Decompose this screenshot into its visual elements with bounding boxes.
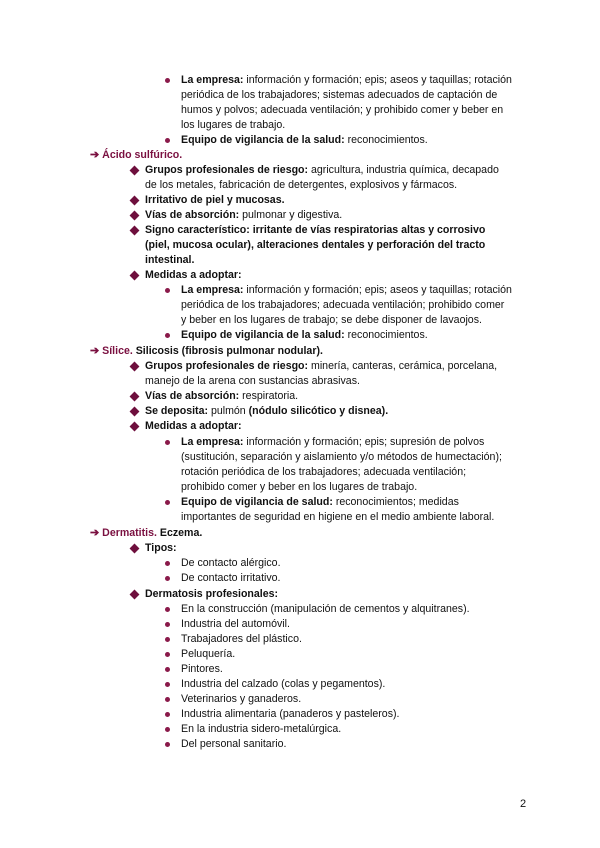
dot-bullet-icon: [165, 288, 170, 293]
list-item: Veterinarios y ganaderos.: [181, 693, 302, 705]
dot-bullet-icon: [165, 78, 170, 83]
text-line: los lugares de trabajo.: [181, 119, 286, 131]
dot-bullet-icon: [165, 607, 170, 612]
list-item: De contacto alérgico.: [181, 557, 281, 569]
diamond-bullet-icon: [130, 544, 140, 554]
diamond-bullet-icon: [130, 392, 140, 402]
diamond-bullet-icon: [130, 211, 140, 221]
diamond-bullet-icon: [130, 271, 140, 281]
text-line: [145, 163, 499, 177]
section-heading: [90, 344, 323, 358]
diamond-bullet-icon: [130, 362, 140, 372]
text: reconocimientos; medidas: [332, 496, 459, 508]
label: La empresa:: [181, 74, 244, 86]
diamond-bullet-icon: [130, 196, 140, 206]
text-line: (piel, mucosa ocular), alteraciones dentales y perforación del tracto: [145, 239, 486, 251]
section-heading: [90, 148, 182, 162]
text-line: periódica de los trabajadores; sistemas adecuados de captación de: [181, 89, 498, 101]
list-item: De contacto irritativo.: [181, 572, 281, 584]
text-line: Tipos:: [145, 542, 177, 554]
list-item: Peluquería.: [181, 648, 236, 660]
text: minería, canteras, cerámica, porcelana,: [308, 360, 498, 372]
label: Equipo de vigilancia de la salud:: [181, 134, 345, 146]
diamond-bullet-icon: [130, 590, 140, 600]
dot-bullet-icon: [165, 622, 170, 627]
list-item: Industria del calzado (colas y pegamentos).: [181, 678, 386, 690]
dot-bullet-icon: [165, 667, 170, 672]
section-title: Sílice.: [102, 345, 133, 357]
text-line: [181, 73, 512, 87]
text-line: [145, 208, 342, 222]
text-line: [181, 435, 484, 449]
text-line: [145, 359, 497, 373]
text-line: Medidas a adoptar:: [145, 420, 242, 432]
dot-bullet-icon: [165, 561, 170, 566]
text: reconocimientos.: [344, 134, 428, 146]
text-bold: (nódulo silicótico y disnea).: [248, 405, 389, 417]
text-line: manejo de la arena con sustancias abrasivas.: [145, 375, 360, 387]
section-heading: [90, 526, 202, 540]
text-line: de los metales, fabricación de detergentes, explosivos y fármacos.: [145, 179, 458, 191]
text: irritante de vías respiratorias altas y corrosivo: [249, 224, 486, 236]
section-subtitle: Silicosis (fibrosis pulmonar nodular).: [132, 345, 323, 357]
label: Signo característico:: [145, 224, 250, 236]
label: Vías de absorción:: [145, 390, 240, 402]
text-line: [181, 133, 428, 147]
text-line: [145, 389, 298, 403]
arrow-right-icon: ➔: [90, 149, 100, 161]
text-line: [181, 328, 428, 342]
dot-bullet-icon: [165, 440, 170, 445]
arrow-right-icon: ➔: [90, 345, 100, 357]
dot-bullet-icon: [165, 637, 170, 642]
arrow-right-icon: ➔: [90, 527, 100, 539]
text-line: [181, 283, 512, 297]
label: Equipo de vigilancia de la salud:: [181, 329, 345, 341]
text: pulmonar y digestiva.: [239, 209, 343, 221]
section-title: Ácido sulfúrico.: [102, 149, 183, 161]
text: pulmón: [208, 405, 249, 417]
label: La empresa:: [181, 436, 244, 448]
text-line: [181, 495, 459, 509]
list-item: Del personal sanitario.: [181, 738, 287, 750]
text: respiratoria.: [239, 390, 299, 402]
text-line: Dermatosis profesionales:: [145, 588, 279, 600]
diamond-bullet-icon: [130, 226, 140, 236]
list-item: En la construcción (manipulación de cementos y alquitranes).: [181, 603, 470, 615]
dot-bullet-icon: [165, 576, 170, 581]
text-line: prohibido comer y beber en los lugares de trabajo.: [181, 481, 418, 493]
text: agricultura, industria química, decapado: [308, 164, 499, 176]
dot-bullet-icon: [165, 712, 170, 717]
section-title: Dermatitis.: [102, 527, 157, 539]
text-line: Irritativo de piel y mucosas.: [145, 194, 285, 206]
label: Grupos profesionales de riesgo:: [145, 360, 309, 372]
list-item: Pintores.: [181, 663, 223, 675]
list-item: Industria alimentaria (panaderos y pasteleros).: [181, 708, 400, 720]
text-line: periódica de los trabajadores; adecuada ventilación; prohibido comer: [181, 299, 505, 311]
text-line: (sustitución, separación y aislamiento y/o métodos de humectación);: [181, 451, 502, 463]
list-item: En la industria sidero-metalúrgica.: [181, 723, 342, 735]
label: Se deposita:: [145, 405, 208, 417]
dot-bullet-icon: [165, 727, 170, 732]
label: Grupos profesionales de riesgo:: [145, 164, 309, 176]
text-line: Medidas a adoptar:: [145, 269, 242, 281]
text: reconocimientos.: [344, 329, 428, 341]
dot-bullet-icon: [165, 500, 170, 505]
diamond-bullet-icon: [130, 407, 140, 417]
text: información y formación; epis; aseos y taquillas; rotación: [243, 74, 512, 86]
page-number: 2: [520, 798, 527, 810]
dot-bullet-icon: [165, 138, 170, 143]
diamond-bullet-icon: [130, 166, 140, 176]
text: información y formación; epis; supresión de polvos: [243, 436, 485, 448]
text-line: rotación periódica de los trabajadores; adecuada ventilación;: [181, 466, 467, 478]
label: Equipo de vigilancia de salud:: [181, 496, 333, 508]
dot-bullet-icon: [165, 682, 170, 687]
text: información y formación; epis; aseos y taquillas; rotación: [243, 284, 512, 296]
label: Vías de absorción:: [145, 209, 240, 221]
text-line: intestinal.: [145, 254, 195, 266]
text-line: [145, 404, 388, 418]
text-line: importantes de seguridad en higiene en el medio ambiente laboral.: [181, 511, 495, 523]
text-line: humos y polvos; adecuada ventilación; y prohibido comer y beber en: [181, 104, 504, 116]
dot-bullet-icon: [165, 742, 170, 747]
text-line: y beber en los lugares de trabajo; se debe disponer de lavaojos.: [181, 314, 482, 326]
text-line: [145, 223, 485, 237]
list-item: Industria del automóvil.: [181, 618, 290, 630]
list-item: Trabajadores del plástico.: [181, 633, 302, 645]
diamond-bullet-icon: [130, 422, 140, 432]
section-subtitle: Eczema.: [156, 527, 203, 539]
dot-bullet-icon: [165, 652, 170, 657]
label: La empresa:: [181, 284, 244, 296]
dot-bullet-icon: [165, 697, 170, 702]
dot-bullet-icon: [165, 333, 170, 338]
